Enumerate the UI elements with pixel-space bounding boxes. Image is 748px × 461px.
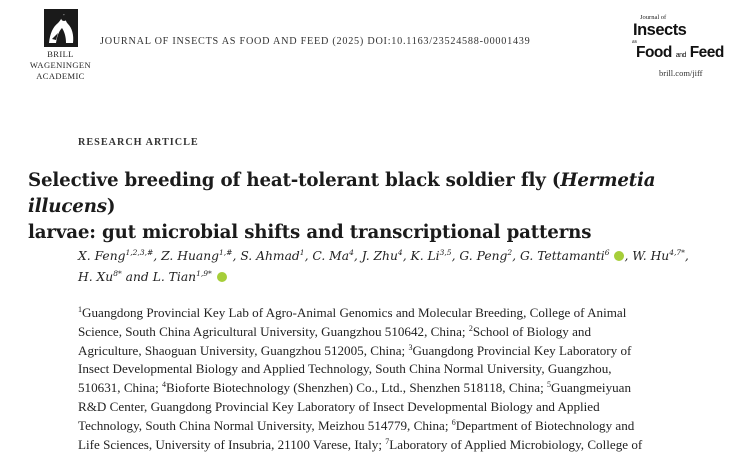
author-name: H. Xu <box>78 270 114 284</box>
affiliation-number: 7 <box>385 436 390 446</box>
affiliation-text: Life Sciences, University of Insubria, 21100 Varese, Italy; <box>78 436 386 452</box>
affiliation-number: 6 <box>451 417 456 427</box>
affiliation-text: Insect Developmental Biology and Applied Technology, South China Normal University, Guangzhou, <box>78 361 612 377</box>
author-name: X. Feng <box>78 249 126 263</box>
journal-logo-of: Journal of <box>640 14 667 21</box>
author-separator: , <box>451 249 460 263</box>
author-affiliation-sup: 2 <box>507 248 513 257</box>
author-affiliation-sup: 8* <box>113 269 122 278</box>
species-name: Hermetia illucens <box>28 170 656 217</box>
author-name: Z. Huang <box>161 249 220 263</box>
affiliation-text: Department of Biotechnology and <box>455 417 635 433</box>
author-separator: , <box>232 249 241 263</box>
author-affiliation-sup: 1,9* <box>196 269 212 278</box>
affiliation-number: 4 <box>162 380 167 390</box>
affiliation-text: Guangmeiyuan <box>551 380 632 396</box>
article-title: Selective breeding of heat-tolerant black soldier fly (Hermetia illucens) larvae: gut microbial shifts and transcriptional patterns <box>28 170 656 243</box>
author-name: G. Tettamanti <box>520 249 605 263</box>
journal-logo-food-feed: Food and Feed <box>636 44 724 61</box>
author-affiliation-sup: 1 <box>299 248 305 257</box>
author-separator: , <box>153 249 162 263</box>
affiliation-line <box>78 436 742 455</box>
journal-url-link[interactable]: brill.com/jiff <box>659 68 703 78</box>
affiliation-text: Agriculture, Shaoguan University, Guangzhou 512005, China; <box>78 342 409 358</box>
affiliation-line <box>78 398 742 417</box>
author-affiliation-sup: 4 <box>397 248 403 257</box>
author-affiliation-sup: 4,7* <box>669 248 685 257</box>
author-name: G. Peng <box>459 249 508 263</box>
author-name: L. Tian <box>152 270 197 284</box>
journal-logo[interactable] <box>630 14 740 94</box>
affiliation-line <box>78 417 742 436</box>
affiliation-text: School of Biology and <box>472 323 592 339</box>
affiliation-text: Laboratory of Applied Microbiology, College of <box>389 436 643 452</box>
affiliation-text: Bioforte Biotechnology (Shenzhen) Co., Ltd., Shenzhen 518118, China; <box>166 380 548 396</box>
affiliation-number: 2 <box>468 323 473 333</box>
affiliations <box>78 304 742 454</box>
author-name: J. Zhu <box>361 249 398 263</box>
author-affiliation-sup: 6 <box>604 248 610 257</box>
affiliation-line <box>78 323 742 342</box>
affiliation-line <box>78 304 742 323</box>
affiliation-text: Technology, South China Normal University, Meizhou 514779, China; <box>78 417 452 433</box>
affiliation-number: 5 <box>547 380 552 390</box>
orcid-icon[interactable] <box>614 251 624 261</box>
author-separator: , <box>304 249 313 263</box>
author-name: K. Li <box>410 249 440 263</box>
affiliation-text: 510631, China; <box>78 380 163 396</box>
author-affiliation-sup: 1,2,3,# <box>125 248 154 257</box>
affiliation-number: 1 <box>78 305 82 314</box>
affiliation-number: 3 <box>408 342 413 352</box>
author-affiliation-sup: 4 <box>349 248 354 257</box>
author-separator: , <box>402 249 411 263</box>
author-separator: , <box>684 249 689 263</box>
affiliation-text: R&D Center, Guangdong Provincial Key Laboratory of Insect Developmental Biology and Applied <box>78 398 600 414</box>
author-affiliation-sup: 3,5 <box>439 248 452 257</box>
author-list <box>78 246 738 288</box>
affiliation-line <box>78 360 742 379</box>
affiliation-text: Guangdong Provincial Key Lab of Agro-Animal Genomics and Molecular Breeding, College of Animal <box>82 305 627 320</box>
author-name: C. Ma <box>312 249 350 263</box>
brill-emblem-icon <box>44 9 78 47</box>
affiliation-line <box>78 342 742 361</box>
author-separator: , <box>353 249 362 263</box>
author-name: S. Ahmad <box>240 249 300 263</box>
author-affiliation-sup: 1,# <box>219 248 233 257</box>
publisher-name: BRILL WAGENINGEN ACADEMIC <box>29 49 92 81</box>
affiliation-text: Science, South China Agricultural University, Guangzhou 510642, China; <box>78 323 469 339</box>
article-type-label: RESEARCH ARTICLE <box>78 137 199 148</box>
journal-citation-line: JOURNAL OF INSECTS AS FOOD AND FEED (2025) DOI:10.1163/23524588-00001439 <box>100 36 531 47</box>
author-name: W. Hu <box>632 249 670 263</box>
author-separator: , <box>512 249 520 263</box>
affiliation-line <box>78 379 742 398</box>
author-separator: , <box>624 249 633 263</box>
journal-logo-insects: Insects <box>633 21 687 39</box>
orcid-icon[interactable] <box>217 272 227 282</box>
author-separator: and <box>121 270 153 284</box>
journal-logo-as: as <box>632 39 637 45</box>
affiliation-text: Guangdong Provincial Key Laboratory of <box>412 342 632 358</box>
